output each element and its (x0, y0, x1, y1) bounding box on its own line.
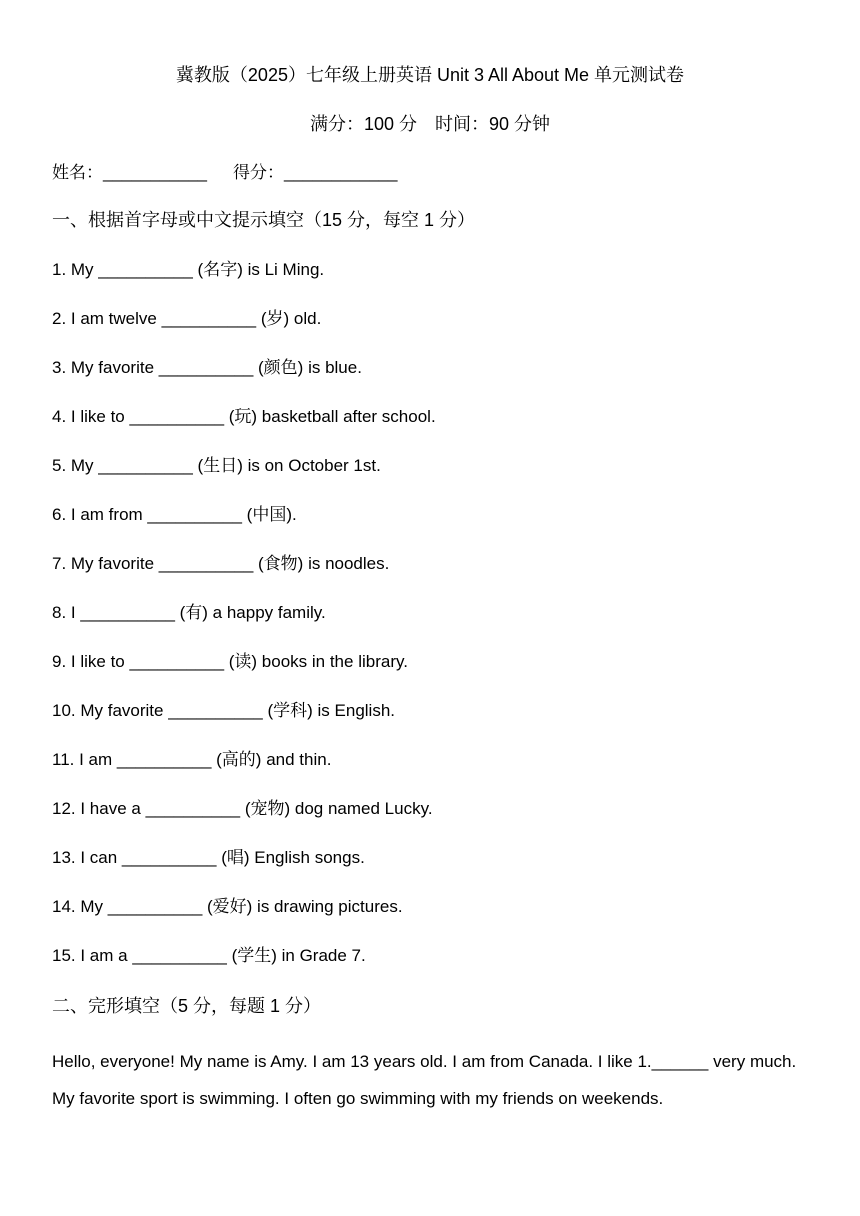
score-field: 得分：____________ (233, 163, 398, 182)
cloze-passage: Hello, everyone! My name is Amy. I am 13 years old. I am from Canada. I like 1.______ very much. My favorite sport is swimming. I often go swimming with my friends on weekends. (52, 1052, 797, 1108)
question-14: 14. My __________ (爱好) is drawing pictures. (52, 897, 403, 916)
student-info-line (52, 160, 397, 186)
question-12: 12. I have a __________ (宠物) dog named Lucky. (52, 799, 433, 818)
question-15: 15. I am a __________ (学生) in Grade 7. (52, 946, 366, 965)
question-11: 11. I am __________ (高的) and thin. (52, 750, 332, 769)
question-5: 5. My __________ (生日) is on October 1st. (52, 456, 381, 475)
question-13: 13. I can __________ (唱) English songs. (52, 848, 365, 867)
question-10: 10. My favorite __________ (学科) is English. (52, 701, 396, 720)
question-2: 2. I am twelve __________ (岁) old. (52, 309, 322, 328)
question-3: 3. My favorite __________ (颜色) is blue. (52, 358, 362, 377)
question-9: 9. I like to __________ (读) books in the library. (52, 652, 408, 671)
page-title: 冀教版（2025）七年级上册英语 Unit 3 All About Me 单元测试卷 (175, 65, 685, 85)
exam-info-subtitle: 满分：100 分 时间：90 分钟 (309, 114, 551, 134)
name-field: 姓名：___________ (52, 163, 208, 182)
question-6: 6. I am from __________ (中国). (52, 505, 297, 524)
question-8: 8. I __________ (有) a happy family. (52, 603, 326, 622)
question-7: 7. My favorite __________ (食物) is noodles. (52, 554, 390, 573)
question-1: 1. My __________ (名字) is Li Ming. (52, 260, 325, 279)
section-1-heading: 一、根据首字母或中文提示填空（15 分，每空 1 分） (52, 210, 476, 230)
question-4: 4. I like to __________ (玩) basketball after school. (52, 407, 436, 426)
section-2-heading: 二、完形填空（5 分，每题 1 分） (52, 996, 322, 1016)
